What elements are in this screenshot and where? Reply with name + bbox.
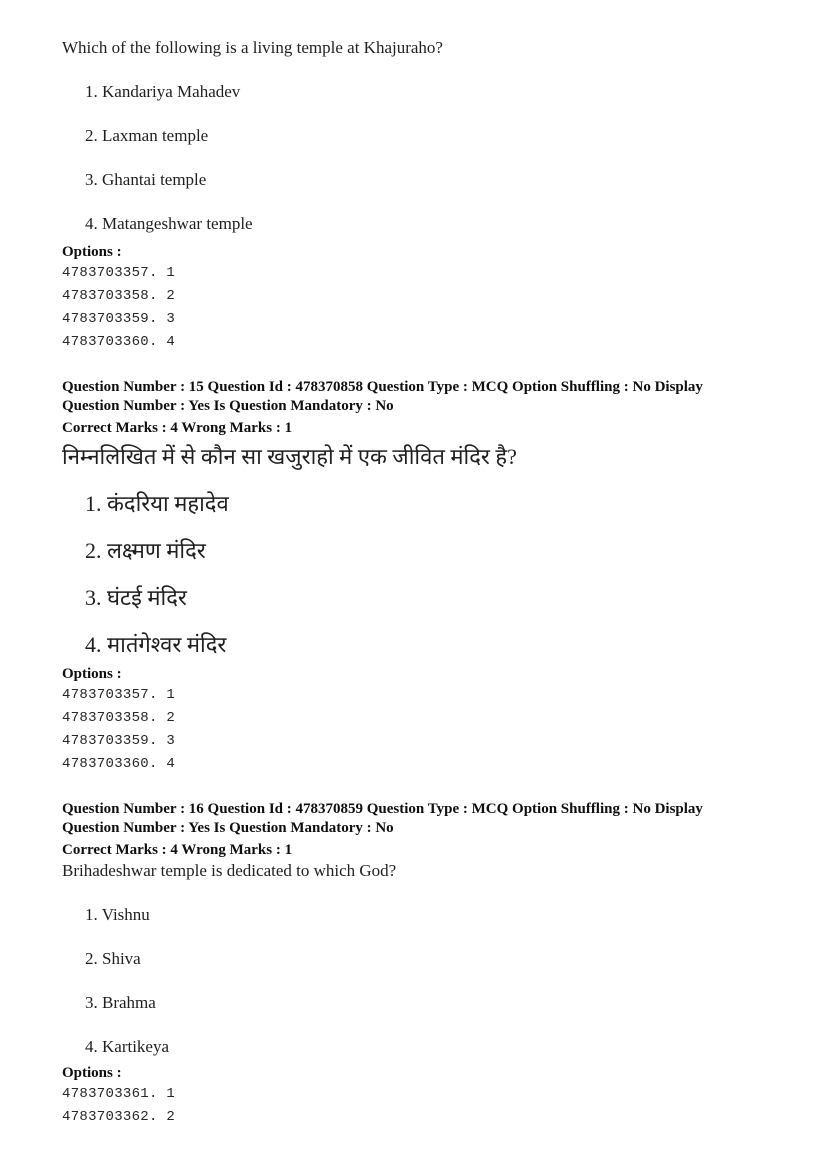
answer-option-2: 2. Laxman temple — [85, 126, 209, 145]
option-id-row: 4783703359. 3 — [62, 733, 176, 749]
option-id-row: 4783703358. 2 — [62, 288, 176, 304]
options-label: Options : — [62, 666, 122, 682]
answer-option-3: 3. Ghantai temple — [85, 170, 207, 189]
option-id-row: 4783703362. 2 — [62, 1109, 176, 1125]
question-15-hindi-block — [62, 378, 768, 776]
answer-option-1: 1. कंदरिया महादेव — [85, 491, 229, 516]
answer-option-4: 4. Kartikeya — [85, 1037, 170, 1056]
option-id-row: 4783703360. 4 — [62, 334, 176, 350]
answer-option-4: 4. मातंगेश्वर मंदिर — [85, 632, 227, 657]
answer-option-2: 2. Shiva — [85, 949, 141, 968]
option-id-row: 4783703358. 2 — [62, 710, 176, 726]
answer-option-1: 1. Kandariya Mahadev — [85, 82, 241, 101]
option-id-row: 4783703359. 3 — [62, 311, 176, 327]
options-label: Options : — [62, 244, 122, 260]
question-15-english-block — [62, 38, 768, 354]
answer-option-3: 3. Brahma — [85, 993, 156, 1012]
answer-option-3: 3. घंटई मंदिर — [85, 585, 187, 610]
question-text: Brihadeshwar temple is dedicated to which God? — [62, 861, 397, 880]
metadata-line: Question Number : 15 Question Id : 478370858 Question Type : MCQ Option Shuffling : No Display — [62, 379, 703, 395]
answer-option-1: 1. Vishnu — [85, 905, 150, 924]
option-id-row: 4783703357. 1 — [62, 265, 176, 281]
question-text: Which of the following is a living temple at Khajuraho? — [62, 38, 443, 57]
metadata-line: Question Number : Yes Is Question Mandatory : No — [62, 398, 394, 414]
question-metadata — [62, 378, 768, 438]
question-16-block — [62, 800, 768, 1129]
option-id-row: 4783703360. 4 — [62, 756, 176, 772]
answer-option-2: 2. लक्ष्मण मंदिर — [85, 538, 206, 563]
option-id-row: 4783703357. 1 — [62, 687, 176, 703]
metadata-line: Question Number : Yes Is Question Mandatory : No — [62, 820, 394, 836]
question-text: निम्नलिखित में से कौन सा खजुराहो में एक जीवित मंदिर है? — [62, 444, 517, 469]
question-metadata — [62, 800, 768, 860]
option-id-row: 4783703361. 1 — [62, 1086, 176, 1102]
options-label: Options : — [62, 1065, 122, 1081]
marks-line: Correct Marks : 4 Wrong Marks : 1 — [62, 420, 293, 436]
answer-option-4: 4. Matangeshwar temple — [85, 214, 253, 233]
metadata-line: Question Number : 16 Question Id : 478370859 Question Type : MCQ Option Shuffling : No Display — [62, 801, 703, 817]
marks-line: Correct Marks : 4 Wrong Marks : 1 — [62, 842, 293, 858]
